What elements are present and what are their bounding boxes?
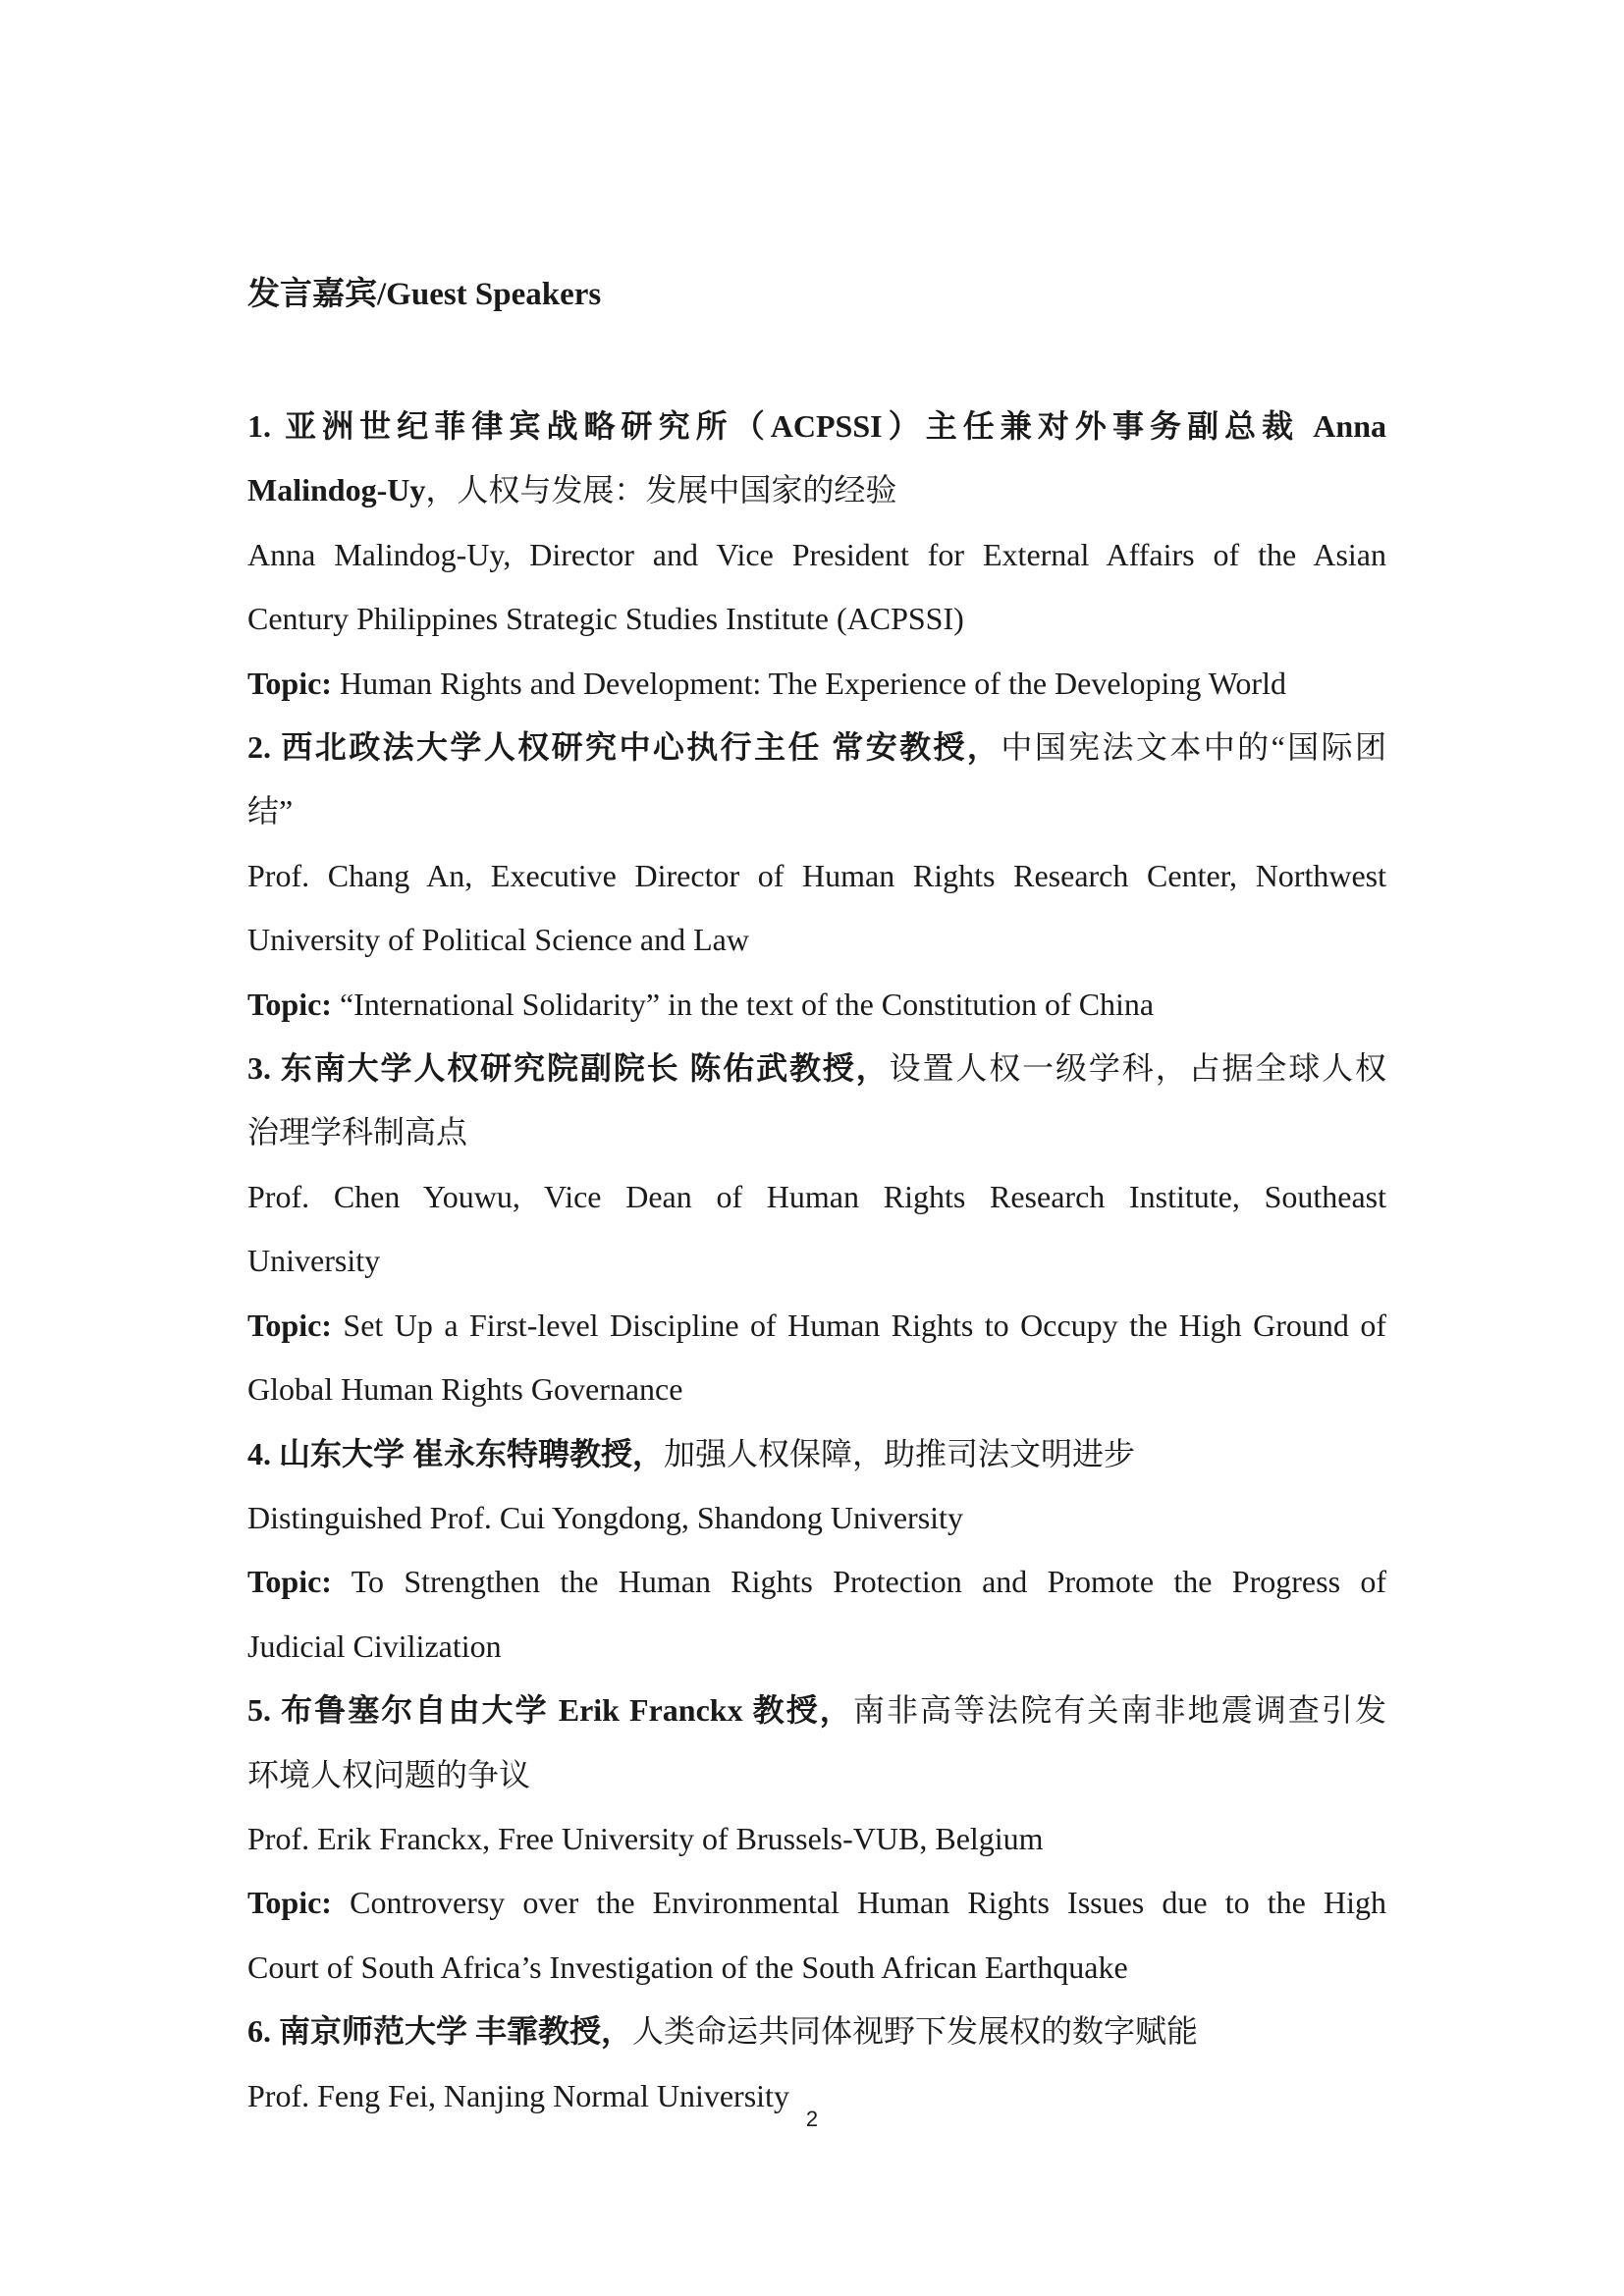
- speaker-cn-name: 西北政法大学人权研究中心执行主任 常安教授，: [281, 729, 1001, 766]
- speaker-cn-name: 南京师范大学 丰霏教授，: [279, 2013, 633, 2050]
- speaker-cn-title: [247, 1679, 1386, 1742]
- speaker-en-affiliation: Prof. Chen Youwu, Vice Dean of Human Rights Research Institute, Southeast: [247, 1178, 1386, 1214]
- speaker-cn-topic: 加强人权保障，助推司法文明进步: [664, 1435, 1136, 1471]
- speaker-entry-3: [247, 1037, 1386, 1421]
- speaker-number: 1.: [247, 408, 271, 444]
- speaker-en-affiliation: Prof. Chang An, Executive Director of Human Rights Research Center, Northwest: [247, 857, 1386, 893]
- topic-text: “International Solidarity” in the text of the Constitution of China: [339, 986, 1155, 1022]
- speaker-cn-topic: 中国宪法文本中的“国际团: [1001, 729, 1386, 766]
- speaker-cn-title: [247, 2000, 1386, 2063]
- speaker-cn-title: [247, 395, 1386, 458]
- speaker-en-affiliation-cont: Century Philippines Strategic Studies Institute (ACPSSI): [247, 601, 964, 637]
- speaker-topic: [247, 1550, 1386, 1614]
- speaker-cn-name: 亚洲世纪菲律宾战略研究所（ACPSSI）主任兼对外事务副总裁 Anna: [285, 408, 1386, 444]
- speaker-en-affiliation: Anna Malindog-Uy, Director and Vice President for External Affairs of the Asian: [247, 536, 1386, 572]
- speaker-topic: [247, 652, 1386, 716]
- speaker-number: 5.: [247, 1692, 271, 1729]
- speaker-topic-cont: Court of South Africa’s Investigation of the South African Earthquake: [247, 1949, 1128, 1985]
- topic-label: Topic:: [247, 665, 332, 701]
- speaker-en-affiliation: Prof. Feng Fei, Nanjing Normal University: [247, 2077, 789, 2113]
- section-heading: 发言嘉宾/Guest Speakers: [247, 277, 602, 312]
- speaker-list: [247, 395, 1386, 2128]
- speaker-cn-topic: ，人权与发展：发展中国家的经验: [425, 472, 897, 508]
- speaker-cn-topic-cont: 环境人权问题的争议: [247, 1756, 531, 1792]
- speaker-en-affiliation: Distinguished Prof. Cui Yongdong, Shandong University: [247, 1499, 963, 1535]
- topic-text: Set Up a First-level Discipline of Human Rights to Occupy the High Ground of: [343, 1307, 1387, 1343]
- speaker-entry-4: [247, 1422, 1386, 1680]
- speaker-topic: [247, 973, 1386, 1037]
- speaker-cn-name: 布鲁塞尔自由大学 Erik Franckx 教授，: [281, 1692, 853, 1729]
- speaker-en-affiliation-cont: University: [247, 1243, 381, 1279]
- speaker-topic-cont: Global Human Rights Governance: [247, 1371, 683, 1408]
- speaker-number: 4.: [247, 1435, 271, 1471]
- speaker-entry-5: [247, 1679, 1386, 2000]
- speaker-cn-name-cont: Malindog-Uy: [247, 472, 426, 508]
- topic-label: Topic:: [247, 1885, 332, 1921]
- topic-label: Topic:: [247, 1307, 332, 1343]
- speaker-en-affiliation: Prof. Erik Franckx, Free University of Brussels-VUB, Belgium: [247, 1820, 1044, 1856]
- speaker-entry-1: [247, 395, 1386, 716]
- speaker-entry-2: [247, 716, 1386, 1037]
- topic-text: Controversy over the Environmental Human Rights Issues due to the High: [350, 1885, 1387, 1921]
- speaker-cn-title-cont: [247, 458, 1386, 522]
- page-number: 2: [805, 2107, 819, 2131]
- speaker-number: 3.: [247, 1050, 271, 1087]
- topic-text: To Strengthen the Human Rights Protection and Promote the Progress of: [351, 1564, 1387, 1600]
- speaker-number: 6.: [247, 2013, 271, 2050]
- speaker-cn-name: 东南大学人权研究院副院长 陈佑武教授，: [280, 1050, 890, 1087]
- speaker-cn-title: [247, 716, 1386, 779]
- speaker-cn-title: [247, 1037, 1386, 1100]
- speaker-cn-topic: 人类命运共同体视野下发展权的数字赋能: [632, 2013, 1199, 2050]
- speaker-topic-cont: Judicial Civilization: [247, 1628, 502, 1664]
- topic-label: Topic:: [247, 1564, 332, 1600]
- speaker-cn-topic: 南非高等法院有关南非地震调查引发: [852, 1692, 1386, 1729]
- speaker-cn-title: [247, 1422, 1386, 1486]
- speaker-cn-topic: 设置人权一级学科，占据全球人权: [889, 1050, 1386, 1087]
- speaker-en-affiliation-cont: University of Political Science and Law: [247, 922, 749, 958]
- speaker-cn-name: 山东大学 崔永东特聘教授，: [279, 1435, 665, 1471]
- speaker-topic: [247, 1294, 1386, 1358]
- topic-label: Topic:: [247, 986, 332, 1022]
- topic-text: Human Rights and Development: The Experience of the Developing World: [339, 665, 1286, 701]
- speaker-number: 2.: [247, 729, 271, 766]
- document-page: [247, 265, 1386, 2128]
- speaker-topic: [247, 1871, 1386, 1935]
- speaker-cn-topic-cont: 治理学科制高点: [247, 1114, 468, 1150]
- speaker-cn-topic-cont: 结”: [247, 793, 294, 829]
